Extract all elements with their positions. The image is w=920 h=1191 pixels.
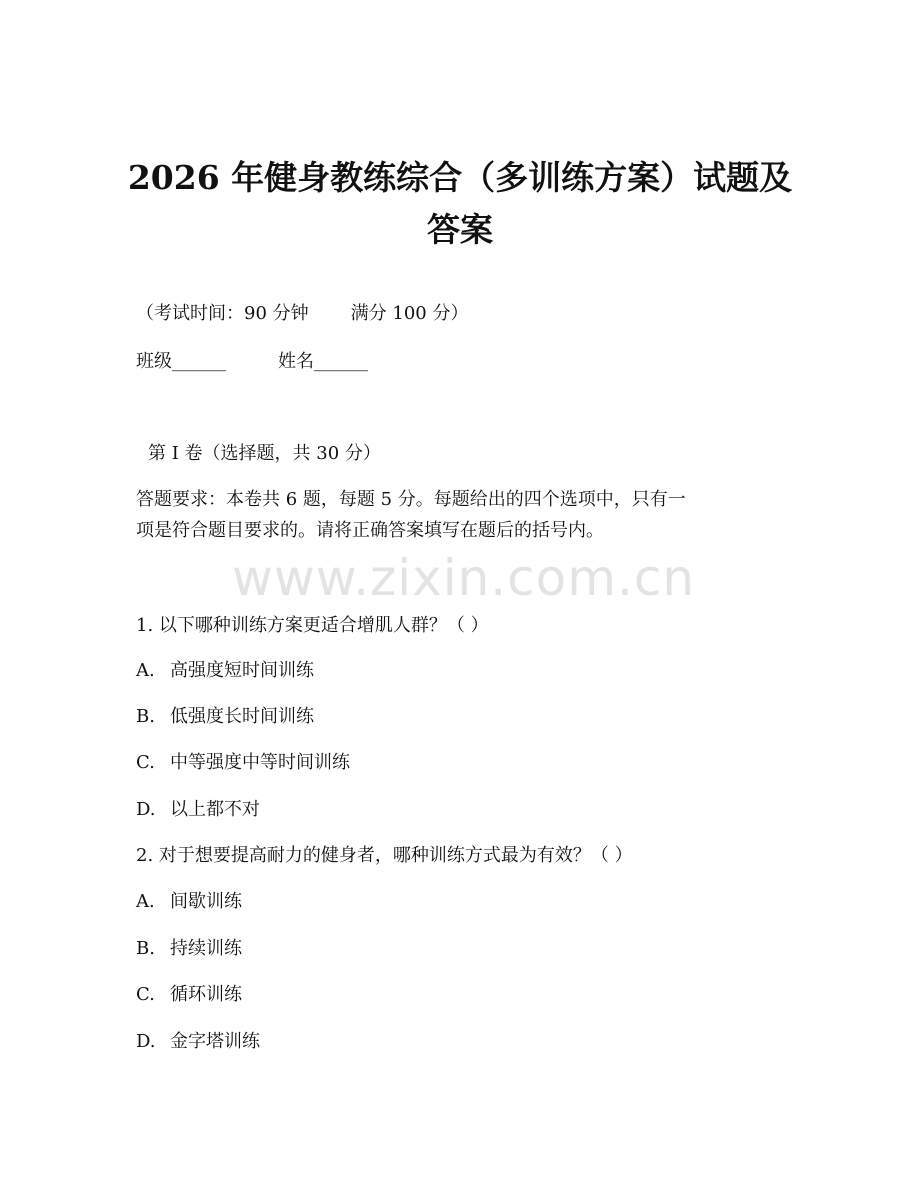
answer-option (136, 703, 314, 731)
option-letter: C. (136, 984, 155, 1005)
name-field: 姓名______ (278, 351, 368, 372)
option-text: 中等强度中等时间训练 (170, 752, 350, 773)
answer-option (136, 1028, 260, 1056)
option-text: 持续训练 (170, 938, 242, 959)
option-text: 循环训练 (170, 984, 242, 1005)
class-field: 班级______ (136, 351, 226, 372)
answer-option (136, 981, 242, 1009)
answer-option (136, 657, 314, 685)
option-letter: D. (136, 799, 156, 820)
answer-option (136, 749, 350, 777)
option-text: 高强度短时间训练 (170, 660, 314, 681)
answer-option (136, 888, 242, 916)
full-score: 满分 100 分） (350, 303, 469, 324)
option-letter: A. (136, 660, 155, 681)
section-heading: 第 I 卷（选择题，共 30 分） (148, 443, 381, 464)
watermark: www.zixin.com.cn (232, 549, 696, 607)
question-stem: 1. 以下哪种训练方案更适合增肌人群？（ ） (136, 615, 489, 636)
option-text: 低强度长时间训练 (170, 706, 314, 727)
question-stem: 2. 对于想要提高耐力的健身者，哪种训练方式最为有效？（ ） (136, 845, 633, 866)
option-letter: B. (136, 938, 155, 959)
option-letter: A. (136, 891, 155, 912)
document-title-line-2: 答案 (427, 210, 493, 249)
option-text: 金字塔训练 (170, 1031, 260, 1052)
option-text: 以上都不对 (170, 799, 260, 820)
option-text: 间歇训练 (170, 891, 242, 912)
instructions-line-1: 答题要求：本卷共 6 题，每题 5 分。每题给出的四个选项中，只有一 (136, 489, 686, 510)
option-letter: C. (136, 752, 155, 773)
exam-info (136, 300, 468, 328)
exam-time: （考试时间：90 分钟 (136, 303, 309, 324)
option-letter: B. (136, 706, 155, 727)
option-letter: D. (136, 1031, 156, 1052)
answer-option (136, 796, 260, 824)
instructions-line-2: 项是符合题目要求的。请将正确答案填写在题后的括号内。 (136, 520, 604, 541)
answer-option (136, 935, 242, 963)
document-title-line-1: 2026 年健身教练综合（多训练方案）试题及 (127, 158, 793, 197)
student-info-row (136, 348, 368, 376)
